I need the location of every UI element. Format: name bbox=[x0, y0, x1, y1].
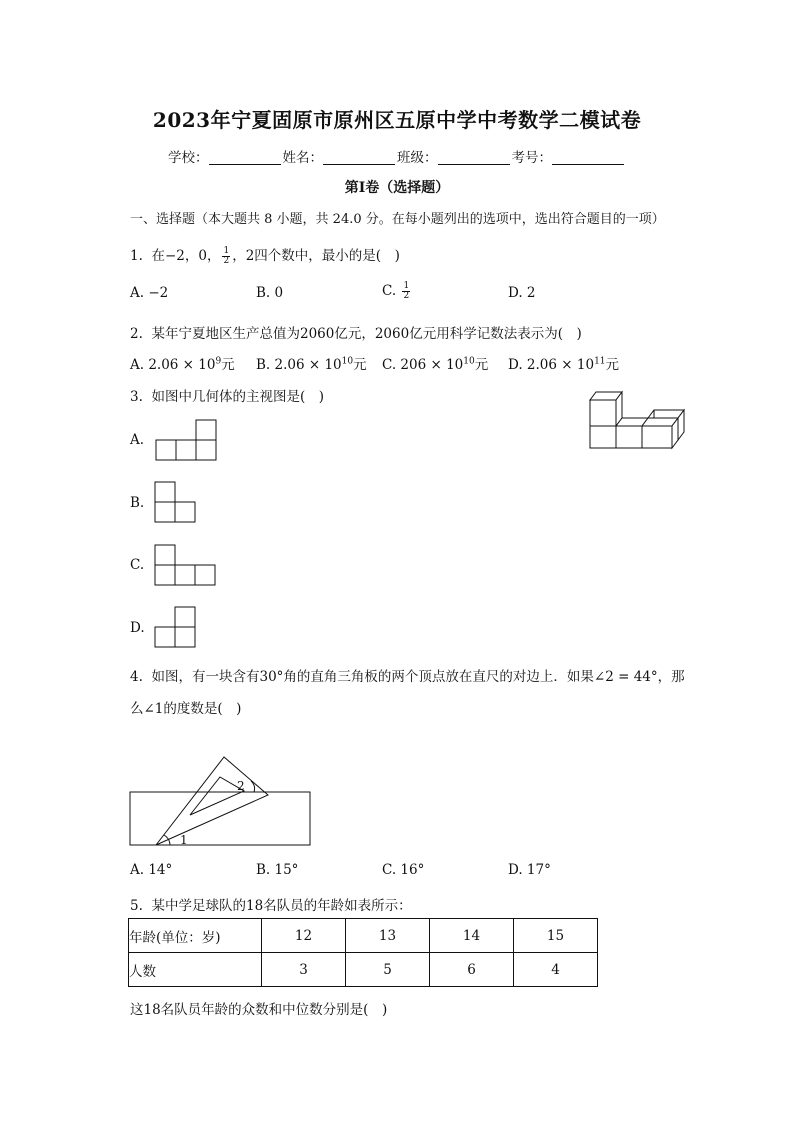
q2-option-b[interactable] bbox=[256, 353, 367, 373]
question-2 bbox=[130, 322, 582, 342]
q4-option-c[interactable]: C. 16° bbox=[382, 862, 425, 878]
q2-a-base: A. 2.06 × 10 bbox=[130, 357, 216, 373]
q1-frac-den: 2 bbox=[223, 256, 230, 266]
exam-title: 2023年宁夏固原市原州区五原中学中考数学二模试卷 bbox=[152, 108, 642, 132]
q1-frac-num: 1 bbox=[223, 246, 230, 256]
q1-text-post: ，2四个数中，最小的是( ) bbox=[232, 248, 400, 264]
class-label: 班级： bbox=[397, 150, 438, 166]
q1-option-d[interactable]: D. 2 bbox=[508, 285, 536, 301]
q2-d-unit: 元 bbox=[605, 357, 620, 373]
age-table bbox=[128, 918, 598, 987]
q2-option-d[interactable] bbox=[508, 353, 619, 373]
exam-no-blank[interactable] bbox=[552, 150, 624, 165]
q2-option-a[interactable] bbox=[130, 353, 235, 373]
q3-option-b-figure[interactable] bbox=[154, 480, 198, 524]
q2-c-exp: 10 bbox=[463, 356, 475, 367]
q3-option-a-label[interactable]: A. bbox=[130, 432, 145, 448]
triangle-outer bbox=[156, 757, 268, 845]
count-cell: 3 bbox=[262, 953, 346, 987]
q2-c-base: C. 206 × 10 bbox=[382, 357, 464, 373]
count-cell: 4 bbox=[514, 953, 598, 987]
q1-text-pre: 在−2，0， bbox=[151, 248, 221, 264]
q1-option-c-label: C. bbox=[382, 283, 397, 299]
q2-a-unit: 元 bbox=[221, 357, 235, 373]
q1-c-frac-den: 2 bbox=[403, 291, 410, 301]
angle-1-label: 1 bbox=[180, 833, 188, 847]
q2-b-exp: 10 bbox=[341, 356, 354, 367]
q5-text: 某中学足球队的18名队员的年龄如表所示： bbox=[151, 898, 412, 914]
q3-option-c-label[interactable]: C. bbox=[130, 557, 145, 573]
exam-no-label: 考号： bbox=[511, 150, 552, 166]
age-cell: 12 bbox=[262, 919, 346, 953]
q2-d-exp: 11 bbox=[594, 356, 606, 367]
q4-text-line2: 么∠1的度数是( ) bbox=[130, 701, 242, 717]
q2-d-base: D. 2.06 × 10 bbox=[508, 357, 595, 373]
q1-number: 1. bbox=[130, 248, 143, 264]
q1-option-b[interactable]: B. 0 bbox=[256, 285, 284, 301]
q2-text: 某年宁夏地区生产总值为2060亿元，2060亿元用科学记数法表示为( ) bbox=[151, 326, 582, 342]
ruler bbox=[130, 792, 310, 845]
school-label: 学校： bbox=[168, 150, 209, 166]
q4-number: 4. bbox=[130, 669, 143, 685]
age-cell: 13 bbox=[346, 919, 430, 953]
question-4 bbox=[130, 665, 685, 685]
q3-solid-figure bbox=[584, 386, 694, 456]
question-1 bbox=[130, 244, 400, 266]
q2-option-c[interactable] bbox=[382, 353, 488, 373]
q3-option-b-label[interactable]: B. bbox=[130, 495, 145, 511]
q2-number: 2. bbox=[130, 326, 143, 342]
q4-option-a[interactable]: A. 14° bbox=[130, 862, 173, 878]
age-row bbox=[129, 919, 598, 953]
q2-a-exp: 9 bbox=[215, 356, 222, 367]
q1-c-frac-num: 1 bbox=[403, 281, 410, 291]
count-cell: 5 bbox=[346, 953, 430, 987]
q4-ruler-triangle-figure bbox=[128, 755, 318, 855]
q1-fraction bbox=[222, 247, 230, 266]
q3-option-d-label[interactable]: D. bbox=[130, 620, 145, 636]
q4-text-line1: 如图，有一块含有30°角的直角三角板的两个顶点放在直尺的对边上．如果∠2 = 44°，那 bbox=[151, 669, 685, 685]
question-3 bbox=[130, 385, 324, 405]
count-cell: 6 bbox=[430, 953, 514, 987]
q3-number: 3. bbox=[130, 389, 143, 405]
q4-option-d[interactable]: D. 17° bbox=[508, 862, 551, 878]
class-blank[interactable] bbox=[438, 150, 510, 165]
q3-text: 如图中几何体的主视图是( ) bbox=[151, 389, 325, 405]
age-cell: 14 bbox=[430, 919, 514, 953]
q1-option-c[interactable] bbox=[382, 282, 412, 301]
age-cell: 15 bbox=[514, 919, 598, 953]
q2-b-unit: 元 bbox=[353, 357, 367, 373]
q3-option-c-figure[interactable] bbox=[154, 543, 218, 587]
q1-option-a[interactable]: A. −2 bbox=[130, 285, 169, 301]
part-heading: 第Ⅰ卷（选择题） bbox=[344, 180, 450, 196]
name-label: 姓名： bbox=[282, 150, 323, 166]
q5-number: 5. bbox=[130, 898, 143, 914]
section-heading: 一、选择题（本大题共 8 小题，共 24.0 分。在每小题列出的选项中，选出符合题目的一项） bbox=[130, 212, 665, 227]
q4-option-b[interactable]: B. 15° bbox=[256, 862, 299, 878]
q2-b-base: B. 2.06 × 10 bbox=[256, 357, 342, 373]
school-blank[interactable] bbox=[209, 150, 281, 165]
count-row-header: 人数 bbox=[129, 953, 262, 987]
age-row-header: 年龄(单位：岁) bbox=[129, 919, 262, 953]
count-row bbox=[129, 953, 598, 987]
angle-2-label: 2 bbox=[237, 779, 245, 793]
student-info-line bbox=[0, 146, 794, 166]
name-blank[interactable] bbox=[323, 150, 395, 165]
q2-c-unit: 元 bbox=[474, 357, 489, 373]
q3-option-d-figure[interactable] bbox=[154, 605, 198, 649]
question-5 bbox=[130, 894, 412, 914]
q5-followup-text: 这18名队员年龄的众数和中位数分别是( ) bbox=[130, 1002, 388, 1018]
q1-option-c-fraction bbox=[402, 282, 410, 301]
q3-option-a-figure[interactable] bbox=[155, 418, 219, 462]
